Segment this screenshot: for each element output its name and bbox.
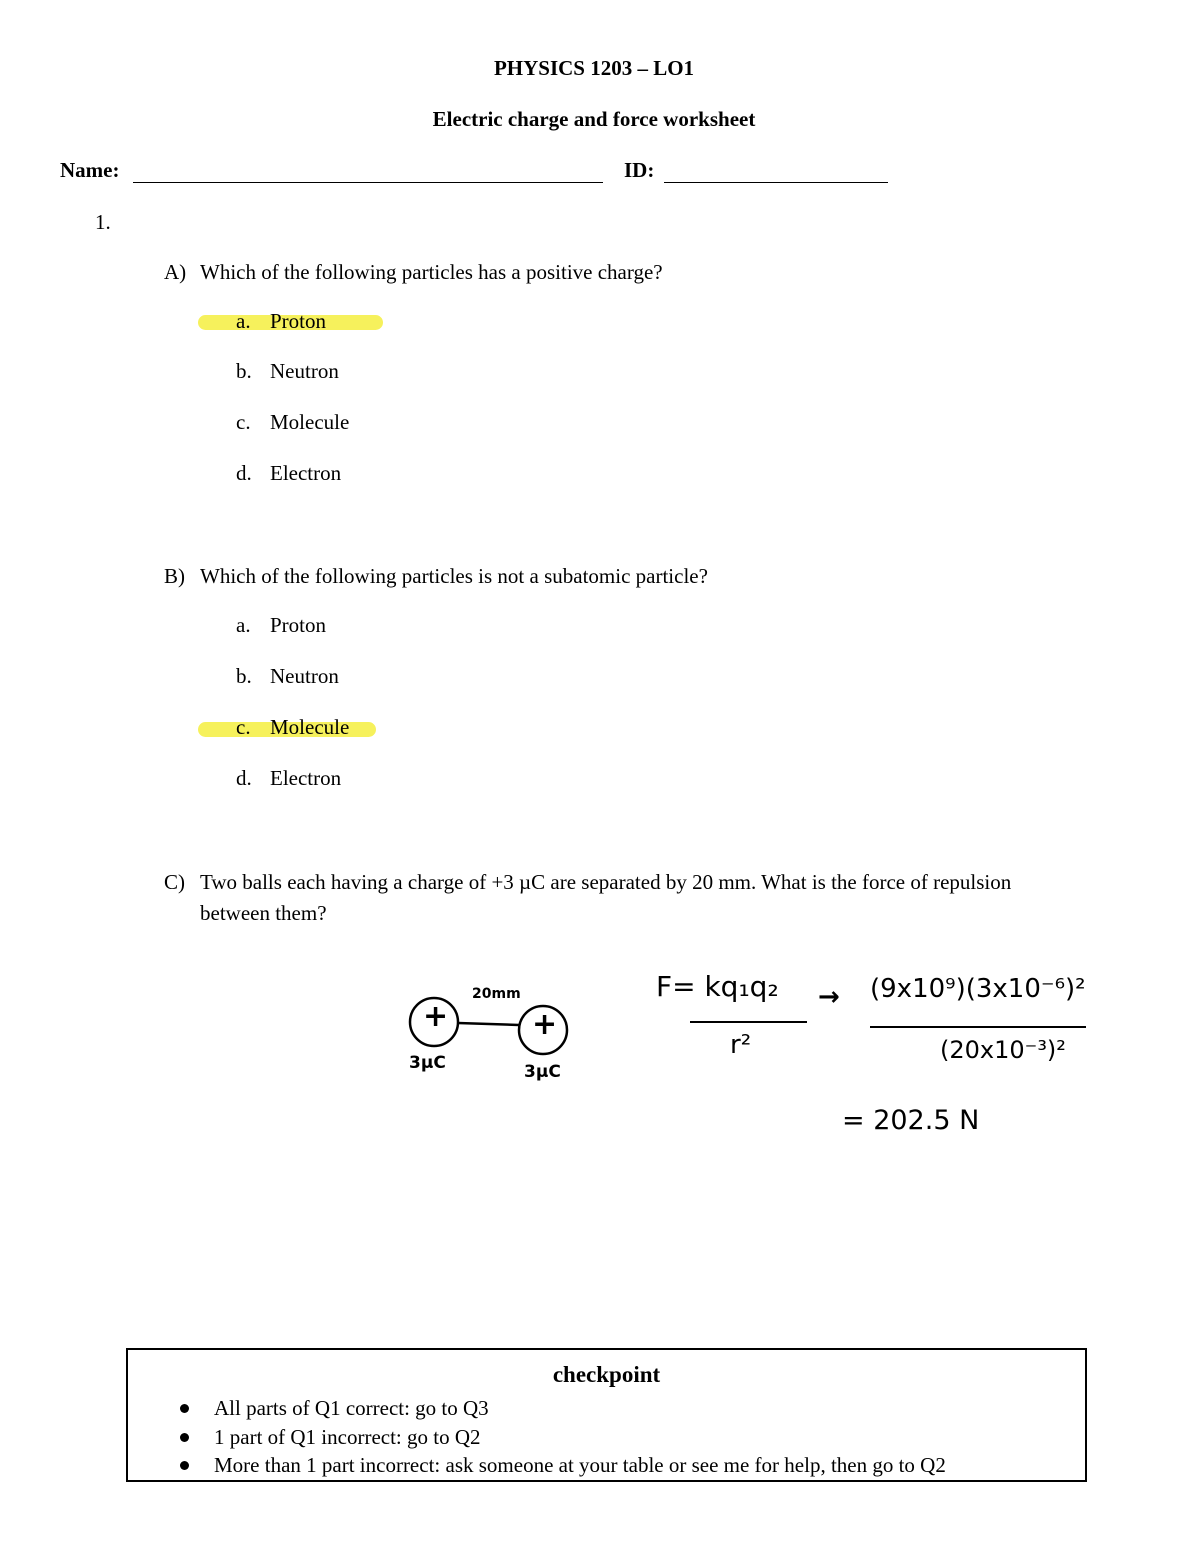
question-number: 1. [95,210,111,234]
part-b-option-a: a. Proton [236,613,327,637]
calc-numerator: (9x10⁹)(3x10⁻⁶)² [870,974,1086,1004]
arrow-icon: → [818,982,840,1012]
part-a-option-c: c. Molecule [236,410,350,434]
calc-fraction-bar [870,1026,1086,1028]
checkpoint-item: 1 part of Q1 incorrect: go to Q2 [180,1423,946,1452]
checkpoint-list [180,1394,946,1480]
result-value: = 202.5 N [842,1105,980,1136]
formula-fraction-bar [690,1021,807,1023]
formula-numerator: F= kq₁q₂ [656,970,779,1003]
id-label: ID: [624,158,655,182]
part-b-option-d: d. Electron [236,766,342,790]
part-b-label: B) [164,564,185,588]
part-a-option-a: a. Proton [236,309,327,333]
checkpoint-item: More than 1 part incorrect: ask someone at your table or see me for help, then go to Q2 [180,1451,946,1480]
part-a-option-d: d. Electron [236,461,342,485]
plus-sign-right: + [532,1007,558,1042]
distance-label: 20mm [472,986,521,1002]
checkpoint-item: All parts of Q1 correct: go to Q3 [180,1394,946,1423]
part-b-option-c: c. Molecule [236,715,350,739]
name-label: Name: [60,158,120,182]
checkpoint-box [126,1348,1087,1482]
name-field-line[interactable] [133,182,603,183]
worksheet-title: Electric charge and force worksheet [432,107,756,131]
part-b-option-b: b. Neutron [236,664,339,688]
charge-label-left: 3µC [409,1053,446,1073]
charge-label-right: 3µC [524,1062,561,1082]
part-a-label: A) [164,260,187,284]
part-b-question: Which of the following particles is not a subatomic particle? [200,564,708,588]
plus-sign-left: + [423,999,449,1034]
checkpoint-title: checkpoint [552,1362,661,1387]
part-a-question: Which of the following particles has a positive charge? [200,260,663,284]
formula-denominator: r² [730,1030,752,1060]
course-title: PHYSICS 1203 – LO1 [493,56,695,80]
part-a-option-b: b. Neutron [236,359,339,383]
calc-denominator: (20x10⁻³)² [940,1036,1066,1064]
part-c-question: Two balls each having a charge of +3 µC are separated by 20 mm. What is the force of repulsion between them? [200,870,1012,925]
part-c-label: C) [164,870,185,894]
id-field-line[interactable] [664,182,888,183]
separation-line [458,1023,519,1025]
